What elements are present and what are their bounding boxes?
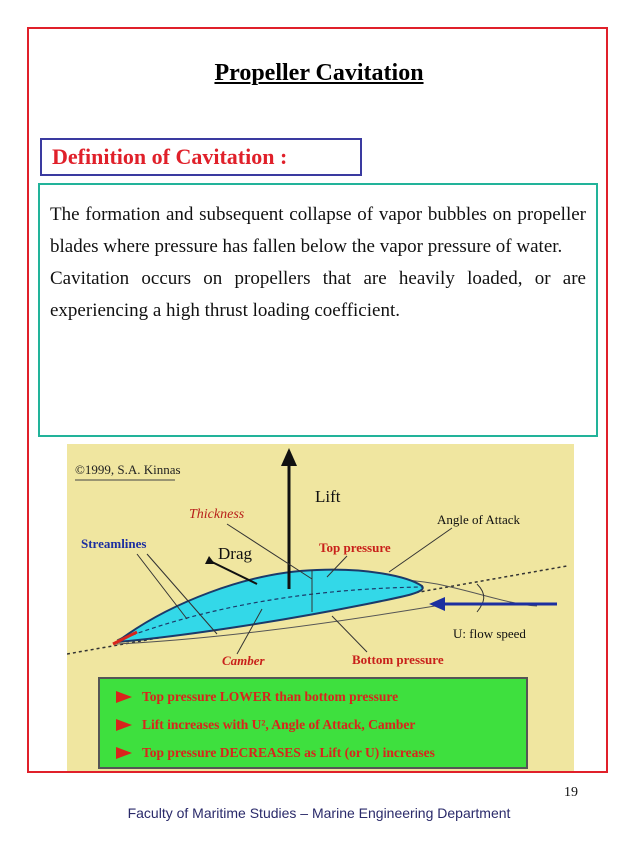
top-pressure-label: Top pressure [319,540,391,555]
paragraph-occurrence: Cavitation occurs on propellers that are heavily loaded, or are experiencing a high thrust loading coefficient. [50,268,586,321]
arrow-icon [116,719,132,731]
thickness-label: Thickness [189,507,245,522]
paragraph-definition: The formation and subsequent collapse of vapor bubbles on propeller blades where pressure has fallen below the vapor pressure of water. [50,204,586,257]
lift-label: Lift [315,487,341,506]
key-points-box [98,677,528,769]
arrow-icon [116,747,132,759]
streamlines-pointer-1 [137,554,187,619]
arrow-icon [116,691,132,703]
copyright-label: ©1999, S.A. Kinnas [75,462,181,477]
flow-speed-label: U: flow speed [453,626,526,641]
bottom-pressure-label: Bottom pressure [352,652,444,667]
footer: Faculty of Maritime Studies – Marine Engineering Department [127,805,511,821]
key-point: Top pressure LOWER than bottom pressure [116,683,526,711]
drag-label: Drag [218,544,252,563]
flow-speed-arrowhead [429,597,445,611]
angle-of-attack-arc [477,584,484,612]
drag-arrowhead [205,556,215,564]
lift-arrowhead [281,448,297,466]
definition-heading: Definition of Cavitation : [40,138,362,176]
angle-of-attack-label: Angle of Attack [437,512,521,527]
key-point: Lift increases with U², Angle of Attack, Camber [116,711,526,739]
definition-text-box [38,183,598,437]
streamlines-label: Streamlines [81,536,147,551]
bottom-pressure-pointer [332,616,367,652]
page-title: Propeller Cavitation [214,60,424,86]
key-point: Top pressure DECREASES as Lift (or U) increases [116,739,526,767]
page-number: 19 [564,785,578,800]
drag-arrow [212,562,257,584]
hydrofoil-diagram [67,444,574,771]
hydrofoil-shape [117,570,423,642]
camber-label: Camber [222,653,265,668]
angle-of-attack-pointer [389,528,452,572]
